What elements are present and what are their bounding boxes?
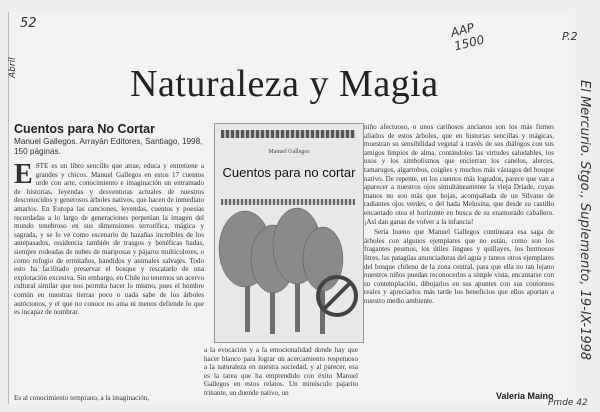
- handwritten-code: P.2: [562, 30, 578, 43]
- column-1-text: STE es un libro sencillo que atrae, educa y entretiene a grandes y chicos. Manuel Gallegos en estos 17 cuentos urde con arte, conocimiento e imaginación un entramado de historias, leyendas y desventuras actuales de nuestros desconocidos y generosos árboles nativos, que hacen de inmediato amarlos. En Europa las canciones, leyendas, cuentos y poesías recordadas a lo largo de generaciones perpetúan la imagen del mundo tenebroso en sus dimensiones terrorífica, mágica y sagrada, y se lo ve como escenario de hazañas increíbles de los antepasados, residencia también de trasgos y benéficas hadas, siempre rodeadas de nubes de mariposas y pájaros multicolores, o como refugio de ermitaños, bandidos y animales salvajes. Todo esto ha facilitado preservar el bosque y rescatarlo de una explotación excesiva. Sin embargo, en Chile no tenemos un acervo cultural similar que nos permita hacer lo mismo, pues el hombre común en nuestras tierras poco o nada sabe de los árboles autóctonos, y el que no conoce no ama ni menos defiende lo que es incapaz de nombrar.: [14, 162, 204, 317]
- column-1: [14, 162, 204, 386]
- cover-trees-illustration: [215, 124, 363, 342]
- author-signature: Valeria Maino: [496, 391, 554, 401]
- handwritten-page: Pmde 42: [548, 398, 588, 408]
- handwritten-source: El Mercurio. Stgo., Suplemento, 19-IX-1998: [577, 80, 592, 361]
- book-cover: [214, 123, 364, 343]
- headline: Naturaleza y Magia: [130, 63, 439, 105]
- subhead: Cuentos para No Cortar: [14, 122, 155, 136]
- cover-title: Cuentos para no cortar: [222, 165, 356, 180]
- bibliography: Manuel Gallegos. Arrayán Editores, Santiago, 1998, 150 páginas.: [14, 137, 203, 156]
- column-3-paragraph-1: niño afectuoso, o unos cariñosos ancianos son los más firmes aliados de estos árboles, que en historias sencillas y mágicas, muestran su sensibilidad vegetal a través de sus diálogos con sus amigos limpios de alma, contándoles las virtudes saludables, los usos y los simbolismos que encierran los canelos, alerces, tamarugos, algarrobos, coigües y muchos más vástagos del bosque nativo. De repente, en los cuentos más logrados, parece que van a aparecer a nuestros ojos simultáneamente la vieja Dríade, cuyas manos no son más que hojas, acompañada de un Silvano de radiantes ojos verdes, o del hada Melusina, que desde su castillo encantado otea el horizonte en busca de su enamorado caballero. ¡Así dan ganas de volver a la infancia!: [364, 123, 554, 226]
- drop-cap: E: [14, 162, 33, 190]
- handwritten-margin-note: Abril: [8, 57, 18, 78]
- column-2-text: a la evocación y a la emocionalidad donde hay que hacer blanco para lograr un acercamiento respetuoso a la naturaleza en nuestra sociedad, y al parecer, esa es la tarea que ha emprendido con éxito Manuel Gallegos en estos relatos. Un minúsculo pajarito trinante, un duende nativo, un: [204, 346, 358, 397]
- column-3: [364, 123, 554, 391]
- cover-author: Manuel Gallegos: [268, 149, 310, 155]
- handwritten-number: 52: [20, 16, 37, 31]
- column-3-paragraph-2: Sería bueno que Manuel Gallegos continuara esa saga de árboles con algunos ejemplares que no están, como son los fragantes peumos, los útiles lingues y quillayes, los hermosos litres, las patagüas anunciadoras del agua y tantos otros ejemplares del bosque chileno de la zona central, para que ella no tan lejano nuestros niños puedan reconocerlos a simple vista, encantarse con su contemplación, dibujarlos en sus apuntes con sus contornos reales y apreciarlos más tarde los beneficios que ellos aportan a nuestro medio ambiente.: [364, 228, 554, 305]
- handwritten-stamp: AAP 1500: [449, 20, 486, 54]
- column-1-end: Es al conocimiento temprano, a la imaginación,: [14, 394, 150, 402]
